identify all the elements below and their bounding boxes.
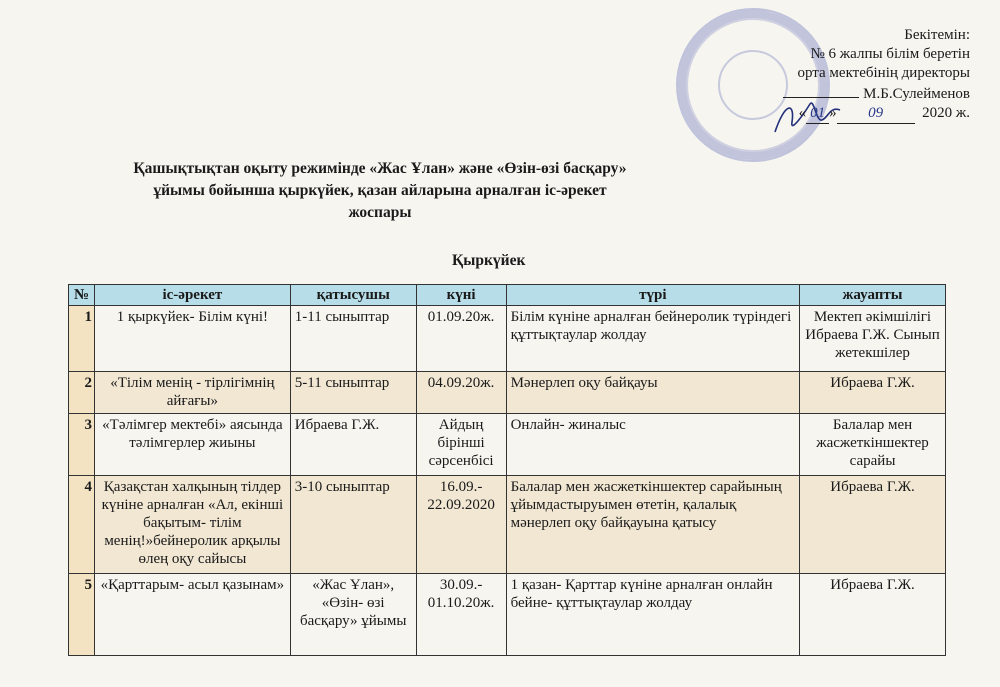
row-date: 16.09.- 22.09.2020 [416, 476, 506, 574]
approval-block: Бекітемін: № 6 жалпы білім беретін орта мектебінің директоры М.Б.Сулейменов « 01 » 09 2020 ж. [735, 26, 970, 124]
row-type: Онлайн- жиналыс [506, 414, 799, 476]
row-responsible: Ибраева Г.Ж. [800, 476, 946, 574]
row-participants: 1-11 сыныптар [290, 306, 416, 372]
title-line-1: Қашықтықтан оқыту режимінде «Жас Ұлан» және «Өзін-өзі басқару» [133, 160, 627, 177]
row-date: 30.09.- 01.10.20ж. [416, 574, 506, 656]
table-header-row [69, 285, 946, 306]
row-type: Мәнерлеп оқу байқауы [506, 372, 799, 414]
row-activity: «Тәлімгер мектебі» аясында тәлімгерлер жиыны [94, 414, 290, 476]
row-number: 4 [69, 476, 95, 574]
document-title [130, 158, 630, 224]
approval-year: 2020 ж. [922, 105, 970, 121]
row-activity: Қазақстан халқының тілдер күніне арналған «Ал, екінші бақытым- тілім менің!»бейнеролик арқылы өлең оқу сайысы [94, 476, 290, 574]
title-line-3: жоспары [348, 204, 412, 221]
approval-month: 09 [837, 104, 915, 124]
row-activity: 1 қыркүйек- Білім күні! [94, 306, 290, 372]
table-row [69, 476, 946, 574]
row-date: Айдың бірінші сәрсенбісі [416, 414, 506, 476]
header-responsible: жауапты [800, 285, 946, 306]
table-row [69, 414, 946, 476]
table-row [69, 306, 946, 372]
row-number: 5 [69, 574, 95, 656]
title-line-2: ұйымы бойынша қыркүйек, қазан айларына арналған іс-әрекет [153, 182, 607, 199]
month-heading: Қыркүйек [452, 252, 526, 269]
approval-heading: Бекітемін: [904, 27, 970, 43]
table-row [69, 372, 946, 414]
header-participants: қатысушы [290, 285, 416, 306]
row-number: 1 [69, 306, 95, 372]
row-activity: «Қарттарым- асыл қазынам» [94, 574, 290, 656]
row-participants: «Жас Ұлан», «Өзін- өзі басқару» ұйымы [290, 574, 416, 656]
row-responsible: Ибраева Г.Ж. [800, 574, 946, 656]
header-activity: іс-әрекет [94, 285, 290, 306]
row-type: 1 қазан- Қарттар күніне арналған онлайн бейне- құттықтаулар жолдау [506, 574, 799, 656]
header-type: түрі [506, 285, 799, 306]
activity-plan-table [68, 284, 946, 656]
header-number: № [69, 285, 95, 306]
row-number: 3 [69, 414, 95, 476]
approval-day: 01 [806, 104, 829, 124]
row-number: 2 [69, 372, 95, 414]
row-type: Балалар мен жасжеткіншектер сарайының ұйымдастыруымен өтетін, қалалық мәнерлеп оқу байқауына қатысу [506, 476, 799, 574]
row-responsible: Мектеп әкімшілігі Ибраева Г.Ж. Сынып жетекшілер [800, 306, 946, 372]
row-participants: 5-11 сыныптар [290, 372, 416, 414]
approval-school: № 6 жалпы білім беретін [810, 46, 970, 62]
row-activity: «Тілім менің - тірлігімнің айғағы» [94, 372, 290, 414]
header-date: күні [416, 285, 506, 306]
approval-signer: М.Б.Сулейменов [863, 86, 970, 102]
row-date: 01.09.20ж. [416, 306, 506, 372]
row-date: 04.09.20ж. [416, 372, 506, 414]
approval-position: орта мектебінің директоры [797, 65, 970, 81]
row-responsible: Ибраева Г.Ж. [800, 372, 946, 414]
row-responsible: Балалар мен жасжеткіншектер сарайы [800, 414, 946, 476]
row-type: Білім күніне арналған бейнеролик түріндегі құттықтаулар жолдау [506, 306, 799, 372]
table-row [69, 574, 946, 656]
row-participants: 3-10 сыныптар [290, 476, 416, 574]
row-participants: Ибраева Г.Ж. [290, 414, 416, 476]
